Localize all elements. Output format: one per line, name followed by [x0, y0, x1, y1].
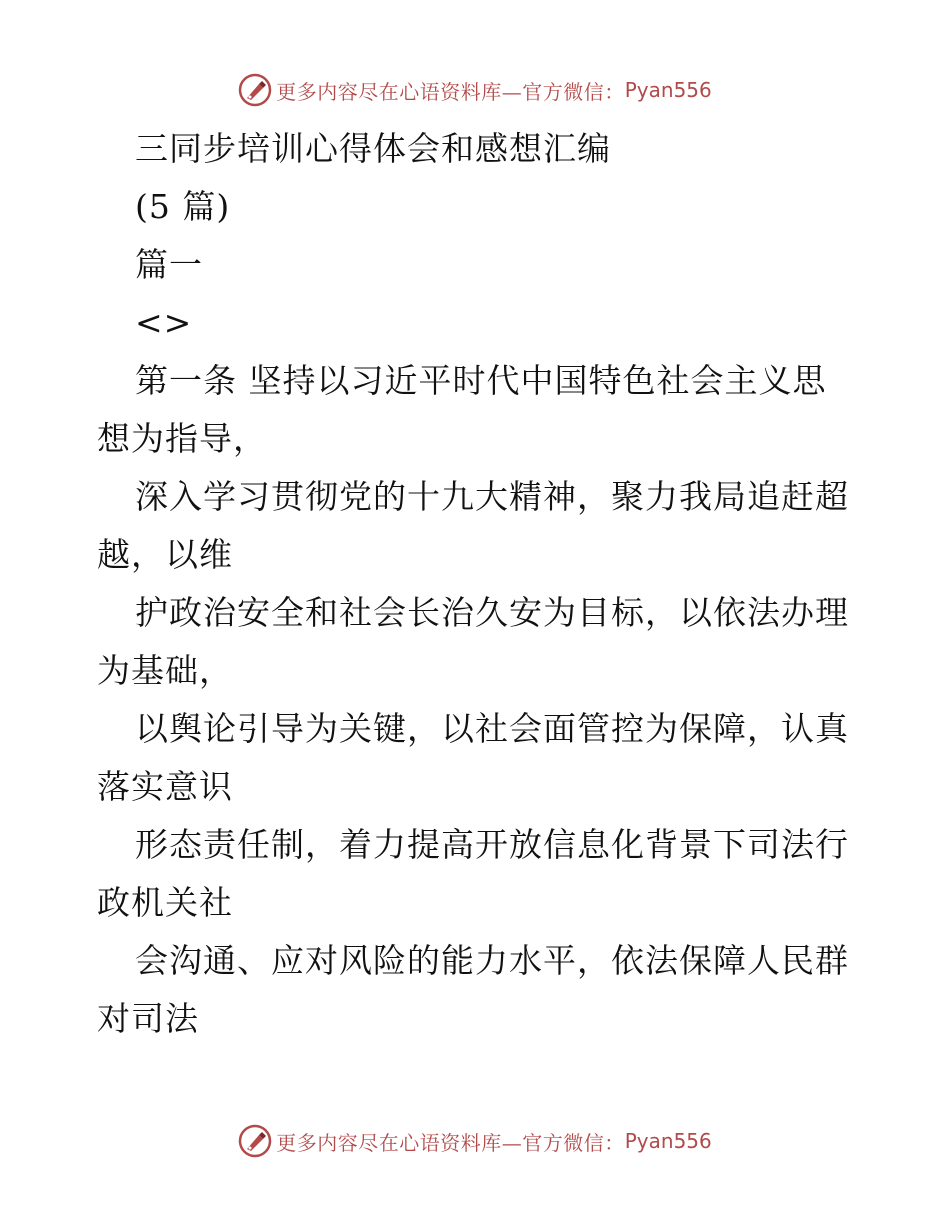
text-line: 越，以维 — [97, 535, 233, 574]
text-line: 以舆论引导为关键，以社会面管控为保障，认真 — [135, 709, 849, 748]
document-body — [97, 120, 857, 1048]
text-line: 会沟通、应对风险的能力水平，依法保障人民群 — [135, 941, 849, 980]
text-line: 护政治安全和社会长治久安为目标，以依法办理 — [135, 593, 849, 632]
banner-contact: Pyan556 — [624, 1129, 712, 1153]
document-title: 三同步培训心得体会和感想汇编 — [135, 129, 611, 168]
text-line: 为基础， — [97, 651, 233, 690]
banner-text: 更多内容尽在心语资料库—官方微信： — [276, 79, 625, 104]
document-subtitle: (5 篇) — [135, 187, 231, 226]
text-line: 想为指导， — [97, 419, 267, 458]
text-line: 政机关社 — [97, 883, 233, 922]
pen-logo-icon — [238, 1124, 272, 1158]
footer-banner — [0, 1121, 950, 1161]
text-line: 深入学习贯彻党的十九大精神，聚力我局追赶超 — [135, 477, 849, 516]
text-line: <> — [135, 303, 193, 342]
section-heading: 篇一 — [135, 245, 203, 284]
pen-logo-icon — [238, 73, 272, 107]
text-line: 形态责任制，着力提高开放信息化背景下司法行 — [135, 825, 849, 864]
text-line: 对司法 — [97, 999, 199, 1038]
text-line: 第一条 坚持以习近平时代中国特色社会主义思 — [135, 361, 827, 400]
banner-text: 更多内容尽在心语资料库—官方微信： — [276, 1130, 625, 1155]
header-banner — [0, 70, 950, 110]
banner-contact: Pyan556 — [624, 78, 712, 102]
text-line: 落实意识 — [97, 767, 233, 806]
